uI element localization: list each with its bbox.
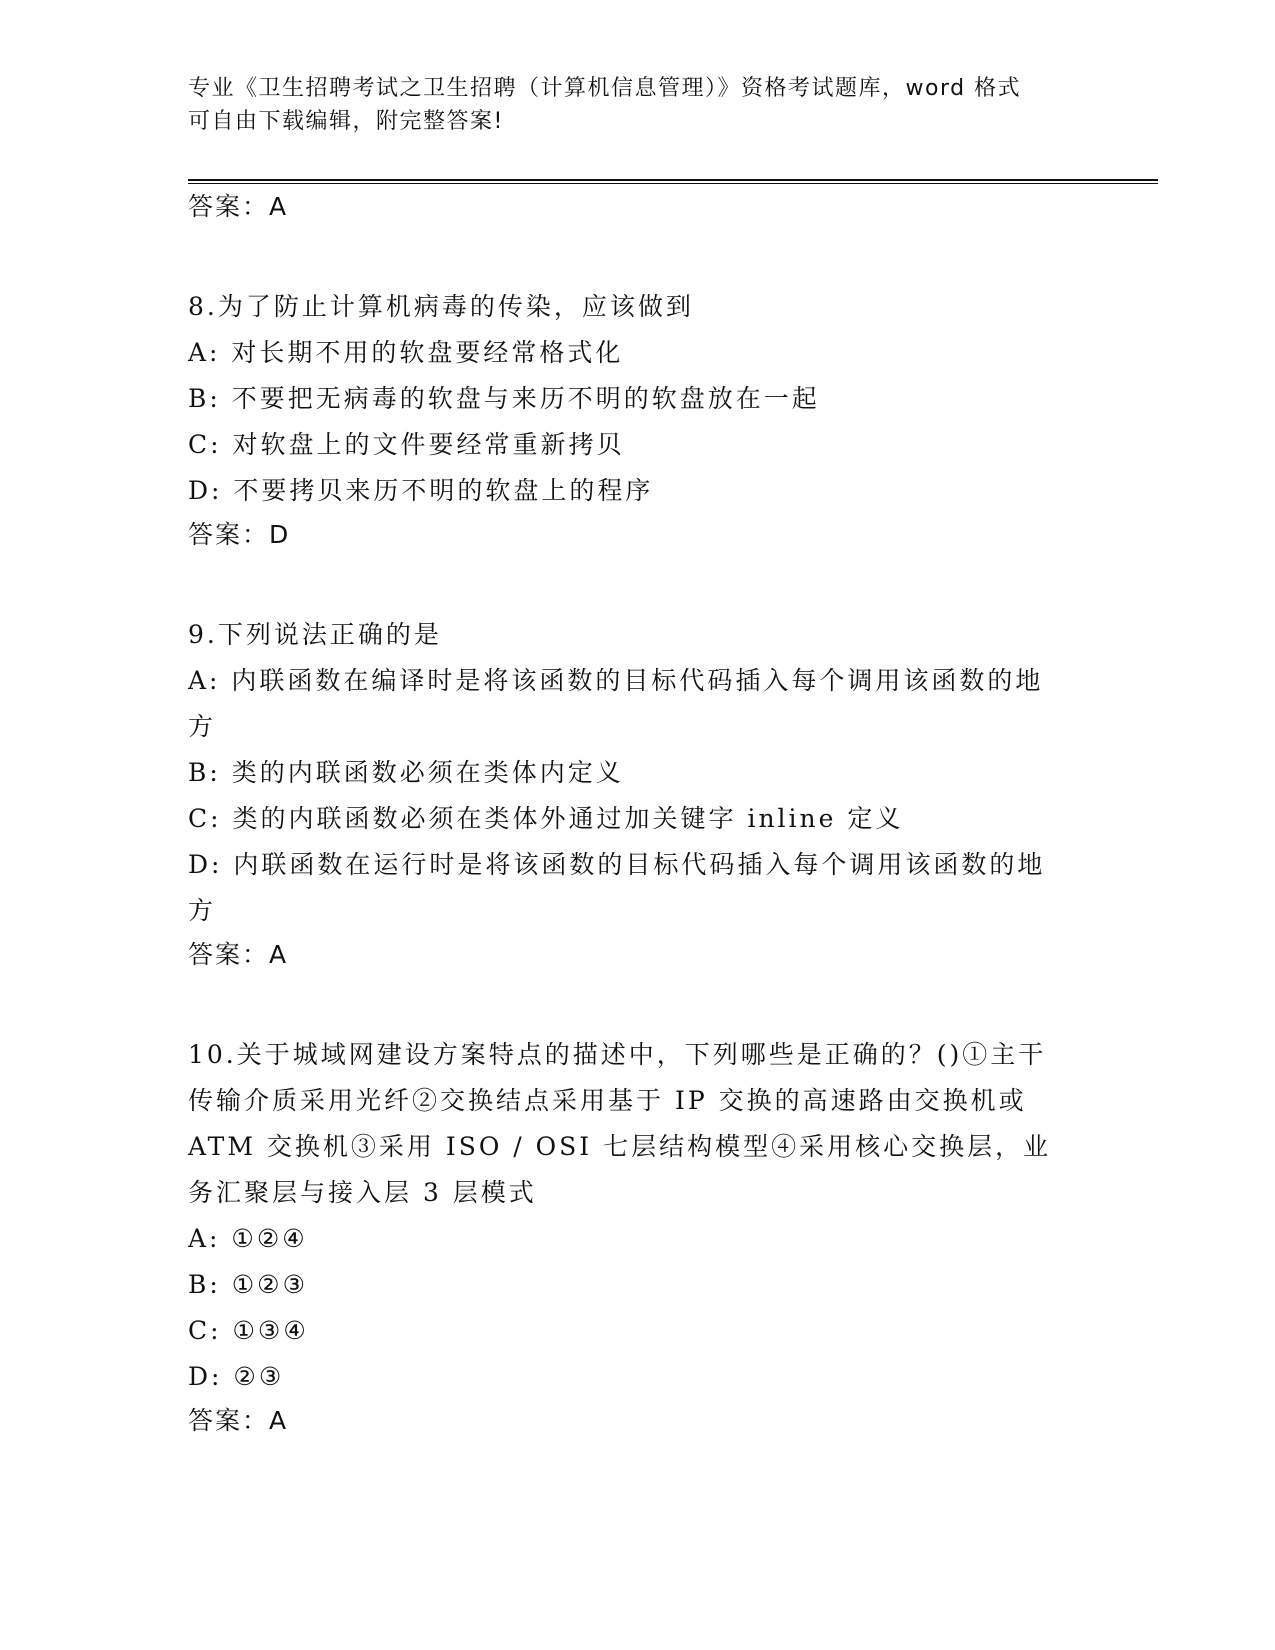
question-list xyxy=(188,192,1088,1436)
option-a: A: ①②④ xyxy=(188,1224,308,1253)
option-c: C: ①③④ xyxy=(188,1316,309,1345)
question-9 xyxy=(188,612,1088,970)
option-a: A: 内联函数在编译时是将该函数的目标代码插入每个调用该函数的地方 xyxy=(188,666,1044,741)
question-10 xyxy=(188,1032,1088,1436)
answer: 答案：A xyxy=(188,940,289,969)
option-b: B: ①②③ xyxy=(188,1270,308,1299)
option-b: B: 类的内联函数必须在类体内定义 xyxy=(188,758,624,787)
answer: 答案：D xyxy=(188,520,291,549)
question-text: 10.关于城域网建设方案特点的描述中，下列哪些是正确的？()①主干传输介质采用光纤②交换结点采用基于 IP 交换的高速路由交换机或 ATM 交换机③采用 ISO / OSI 七层结构模型④采用核心交换层，业务汇聚层与接入层 3 层模式 xyxy=(188,1040,1052,1207)
question-text: 9.下列说法正确的是 xyxy=(188,620,442,649)
header-line-1: 专业《卫生招聘考试之卫生招聘（计算机信息管理）》资格考试题库，word 格式 xyxy=(188,76,1022,101)
question-text: 8.为了防止计算机病毒的传染，应该做到 xyxy=(188,292,694,321)
option-d: D: 内联函数在运行时是将该函数的目标代码插入每个调用该函数的地方 xyxy=(188,850,1046,925)
document-header xyxy=(188,72,1068,138)
header-divider-thin xyxy=(188,183,1158,184)
option-d: D: 不要拷贝来历不明的软盘上的程序 xyxy=(188,476,654,505)
question-8 xyxy=(188,284,1088,550)
option-c: C: 对软盘上的文件要经常重新拷贝 xyxy=(188,430,625,459)
option-c: C: 类的内联函数必须在类体外通过加关键字 inline 定义 xyxy=(188,804,904,833)
option-a: A: 对长期不用的软盘要经常格式化 xyxy=(188,338,624,367)
option-b: B: 不要把无病毒的软盘与来历不明的软盘放在一起 xyxy=(188,384,820,413)
previous-answer: 答案：A xyxy=(188,192,289,221)
header-divider-thick xyxy=(188,179,1158,181)
answer: 答案：A xyxy=(188,1406,289,1435)
option-d: D: ②③ xyxy=(188,1362,285,1391)
header-line-2: 可自由下载编辑，附完整答案! xyxy=(188,109,504,134)
